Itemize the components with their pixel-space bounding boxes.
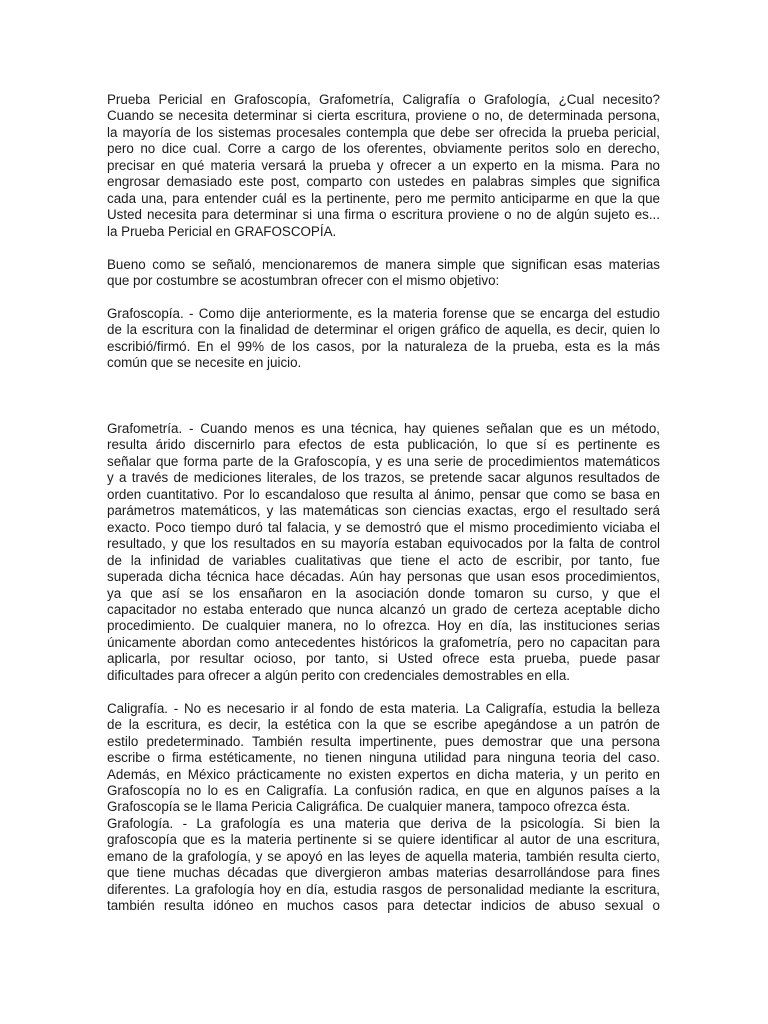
text-line: Caligrafía. - No es necesario ir al fondo de esta materia. La Caligrafía, estudia la belleza	[107, 700, 660, 716]
paragraph-spacer	[107, 684, 660, 700]
text-line: Grafometría. - Cuando menos es una técnica, hay quienes señalan que es un método,	[107, 421, 660, 437]
text-line: estilo predeterminado. También resulta impertinente, pues demostrar que una persona	[107, 733, 660, 749]
text-line: Prueba Pericial en Grafoscopía, Grafometría, Caligrafía o Grafología, ¿Cual necesito?	[107, 92, 660, 107]
text-line: que tiene muchas décadas que divergieron ambas materias desarrollándose para fines	[107, 865, 660, 881]
text-line: Bueno como se señaló, mencionaremos de manera simple que significan esas materias	[107, 256, 660, 272]
text-line: parámetros matemáticos, y las matemáticas son ciencias exactas, ergo el resultado será	[107, 503, 660, 519]
text-line: Grafoscopía se le llama Pericia Caligráfica. De cualquier manera, tampoco ofrezca ésta.	[107, 799, 631, 815]
text-line: pero no dice cual. Corre a cargo de los oferentes, obviamente peritos solo en derecho,	[107, 141, 660, 157]
text-line: procedimiento. De cualquier manera, no lo ofrezca. Hoy en día, las instituciones serias	[107, 618, 660, 634]
paragraph-grafometria	[107, 421, 660, 684]
text-line: emano de la grafología, y se apoyó en las leyes de aquella materia, también resulta cierto,	[107, 848, 660, 864]
text-line: diferentes. La grafología hoy en día, estudia rasgos de personalidad mediante la escritura,	[107, 881, 660, 897]
text-line: la Prueba Pericial en GRAFOSCOPÍA.	[107, 223, 337, 239]
document-body	[107, 92, 660, 915]
text-line: Además, en México prácticamente no existen expertos en dicha materia, y un perito en	[107, 766, 660, 782]
text-line: Grafología. - La grafología es una materia que deriva de la psicología. Si bien la	[107, 815, 660, 831]
paragraph-caligrafia	[107, 701, 660, 816]
text-line: escribió/firmó. En el 99% de los casos, por la naturaleza de la prueba, esta es la más	[107, 338, 660, 354]
text-line: señalar que forma parte de la Grafoscopía, y es una serie de procedimientos matemáticos	[107, 453, 660, 469]
text-line: dificultades para ofrecer a algún perito con credenciales demostrables en ella.	[107, 667, 570, 683]
text-line: también resulta idóneo en muchos casos para detectar indicios de abuso sexual o	[107, 898, 660, 914]
text-line: de la escritura, es decir, la estética con la que se escribe apegándose a un patrón de	[107, 717, 660, 733]
paragraph-intro	[107, 92, 660, 240]
text-line: cada una, para entender cuál es la pertinente, pero me permito anticiparme en que la que	[107, 190, 660, 206]
text-line: Cuando se necesita determinar si cierta escritura, proviene o no, de determinada persona,	[107, 108, 660, 124]
text-line: aplicarla, por resultar ocioso, por tanto, si Usted ofrece esta prueba, puede pasar	[107, 651, 660, 667]
text-line: Usted necesita para determinar si una firma o escritura proviene o no de algún sujeto es...	[107, 207, 660, 223]
text-line: común que se necesite en juicio.	[107, 355, 302, 371]
text-line: engrosar demasiado este post, comparto con ustedes en palabras simples que significa	[107, 174, 660, 190]
text-line: capacitador no estaba enterado que nunca alcanzó un grado de certeza aceptable dicho	[107, 602, 660, 617]
text-line: ya que así se los ensañaron en la asociación donde tomaron su curso, y que el	[107, 585, 660, 601]
paragraph-bueno	[107, 257, 660, 290]
text-line: y a través de mediciones literales, de los trazos, se pretende sacar algunos resultados de	[107, 470, 660, 486]
paragraph-spacer	[107, 240, 660, 256]
text-line: resultado, y que los resultados en su mayoría estaban equivocados por la falta de control	[107, 536, 660, 552]
text-line: Grafoscopía no lo es en Caligrafía. La confusión radica, en que en algunos países a la	[107, 782, 660, 798]
text-line: grafoscopía que es la materia pertinente si se quiere identificar al autor de una escritura,	[107, 832, 660, 848]
paragraph-grafoscopia	[107, 306, 660, 372]
text-line: Grafoscopía. - Como dije anteriormente, es la materia forense que se encarga del estudio	[107, 305, 660, 321]
paragraph-grafologia	[107, 816, 660, 915]
text-line: exacto. Poco tiempo duró tal falacia, y se demostró que el mismo procedimiento viciaba el	[107, 519, 660, 535]
text-line: que por costumbre se acostumbran ofrecer con el mismo objetivo:	[107, 272, 500, 288]
text-line: de la infinidad de variables cualitativas que tiene el acto de escribir, por tanto, fue	[107, 552, 660, 568]
text-line: superada dicha técnica hace décadas. Aún hay personas que usan esos procedimientos,	[107, 569, 660, 585]
paragraph-spacer	[107, 372, 660, 421]
text-line: escribe o firma estéticamente, no tienen ninguna utilidad para ninguna teoria del caso.	[107, 750, 660, 766]
text-line: de la escritura con la finalidad de determinar el origen gráfico de aquella, es decir, quien lo	[107, 322, 660, 338]
paragraph-spacer	[107, 289, 660, 305]
text-line: orden cuantitativo. Por lo escandaloso que resulta al ánimo, pensar que como se basa en	[107, 486, 660, 502]
text-line: precisar en qué materia versará la prueba y ofrecer a un experto en la misma. Para no	[107, 157, 660, 173]
text-line: únicamente abordan como antecedentes históricos la grafometría, pero no capacitan para	[107, 634, 660, 650]
text-line: resulta árido discernirlo para efectos de esta publicación, lo que sí es pertinente es	[107, 437, 660, 453]
text-line: la mayoría de los sistemas procesales contempla que debe ser ofrecida la prueba pericial,	[107, 124, 660, 140]
